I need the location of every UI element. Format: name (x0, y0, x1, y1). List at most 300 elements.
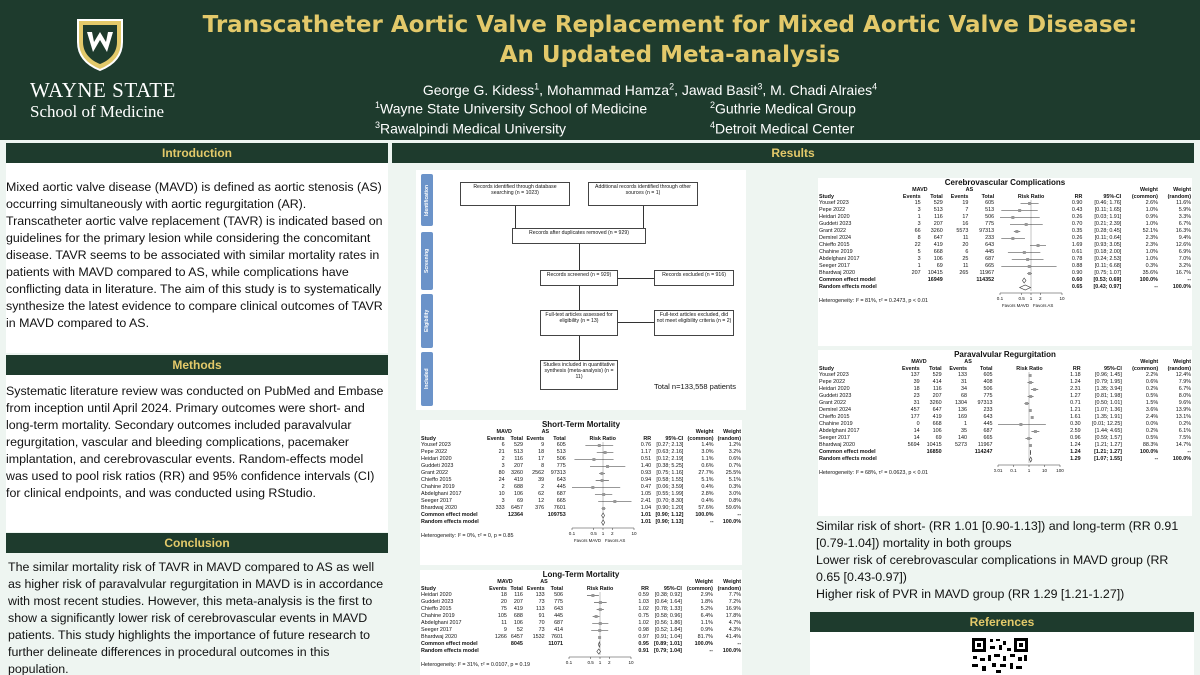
forest-weight-random: 100.0% (722, 648, 741, 655)
forest-study-name: Pepe 2022 (819, 207, 846, 214)
forest-weight-common: 81.7% (697, 634, 713, 641)
forest-as-total: 643 (985, 242, 995, 249)
prisma-box-screened: Records screened (n = 929) (540, 270, 618, 286)
forest-heterogeneity: Heterogeneity: I² = 31%, τ² = 0.0107, p = 0.19 (421, 661, 530, 668)
forest-as-events: 17 (538, 456, 545, 463)
forest-header-study: Study (421, 435, 436, 442)
forest-common-effect-row (818, 449, 1192, 456)
author: George G. Kidess$^1$ (422, 81, 540, 98)
forest-mavd-events: 1266 (494, 634, 507, 641)
forest-header-events: Events (950, 193, 969, 200)
forest-weight-common: -- (709, 648, 713, 655)
forest-plot-cell (995, 256, 1067, 263)
forest-model-label: Random effects model (421, 519, 479, 526)
forest-row-svg (994, 393, 1064, 400)
forest-weight-random: 0.6% (728, 456, 741, 463)
forest-study-name: Abdelghani 2017 (421, 620, 462, 627)
forest-row-svg (996, 200, 1066, 207)
forest-weight-random: 59.6% (725, 505, 741, 512)
forest-mavd-total (508, 648, 524, 655)
forest-study-row (420, 634, 742, 641)
forest-tick-label: 10 (1042, 468, 1048, 474)
forest-rr-value: 0.65 (1071, 284, 1083, 291)
forest-weight-random: 7.7% (728, 592, 741, 599)
forest-ci-value: [0.78; 1.33] (654, 606, 682, 613)
forest-rr-value: 1.05 (640, 491, 652, 498)
forest-as-total: 445 (556, 484, 566, 491)
forest-study-row (818, 414, 1192, 421)
forest-as-total: 97313 (550, 470, 566, 477)
forest-study-row (420, 442, 742, 449)
forest-rr-value: 1.02 (638, 620, 649, 627)
forest-title: Cerebrovascular Complications (944, 178, 1066, 187)
forest-model-label: Common effect model (421, 641, 478, 648)
forest-header-weight: Weight (1173, 359, 1191, 365)
forest-plot-cell (993, 442, 1065, 449)
forest-plot-cell (564, 648, 636, 655)
forest-mavd-total: 513 (513, 449, 523, 456)
forest-rr-value: 0.95 (638, 641, 649, 648)
forest-row-svg (565, 620, 635, 627)
forest-point-estimate (613, 500, 616, 503)
forest-point-estimate (1028, 265, 1031, 268)
finding-mortality: Similar risk of short- (RR 1.01 [0.90-1.13]) and long-term (RR 0.91 [0.79-1.04]) mortality in both groups (816, 519, 1179, 550)
forest-weight-random: 7.2% (728, 599, 741, 606)
forest-plot-cell (567, 456, 639, 463)
forest-rr-value: 1.04 (640, 505, 652, 512)
forest-weight-common: 57.6% (698, 505, 714, 512)
forest-rr-value: 0.61 (1071, 249, 1083, 256)
author: M. Chadi Alraies$^4$ (770, 81, 878, 98)
forest-study-name: Chahine 2019 (421, 484, 455, 491)
forest-header-ci: 95%-CI (663, 585, 682, 592)
forest-header-total: Total (553, 435, 566, 442)
forest-as-events: 7 (965, 207, 969, 214)
forest-weight-random: 0.3% (728, 484, 741, 491)
forest-as-events: 136 (958, 407, 968, 414)
forest-row-svg (568, 512, 638, 519)
forest-as-events: 16 (962, 221, 969, 228)
forest-as-events: 376 (535, 505, 545, 512)
forest-study-name: Bhardwaj 2020 (421, 505, 457, 512)
forest-plot-cell (993, 449, 1065, 456)
forest-mavd-events: 9 (503, 627, 507, 634)
forest-header-rr: RR (641, 585, 649, 592)
forest-plot-cell (995, 242, 1067, 249)
forest-point-estimate (606, 465, 609, 468)
forest-group-mavd: MAVD (496, 429, 512, 435)
methods-header: Methods (6, 355, 388, 375)
forest-tick-label: 100 (1056, 468, 1065, 474)
author-list: George G. Kidess$^1$, Mohammad Hamza$^2$, Jawad Basit$^3$, M. Chadi Alraies$^4$ (422, 81, 878, 98)
forest-as-events: 62 (538, 491, 545, 498)
forest-mavd-total: 52 (516, 627, 523, 634)
forest-header-ci: 95%-CI (1103, 193, 1122, 200)
forest-as-total: 643 (554, 606, 564, 613)
forest-rr-value: 1.61 (1070, 414, 1081, 421)
forest-point-estimate (595, 615, 598, 618)
logo-school-name: School of Medicine (30, 102, 165, 121)
forest-rr-value: 0.88 (1071, 263, 1083, 270)
forest-mavd-events: 31 (913, 400, 920, 407)
finding-pvr: Higher risk of PVR in MAVD group (RR 1.29 [1.21-1.27]) (816, 587, 1125, 601)
prisma-arrow (579, 336, 580, 360)
forest-rr-value: 0.97 (638, 634, 649, 641)
forest-mavd-total (506, 519, 524, 526)
forest-rr-value: 1.29 (1070, 456, 1081, 463)
forest-as-total: 687 (985, 256, 995, 263)
forest-point-estimate (599, 608, 602, 611)
forest-weight-common: 0.6% (1145, 379, 1159, 386)
forest-as-total: 775 (554, 599, 564, 606)
forest-study-row (420, 470, 742, 477)
forest-rr-value: 0.78 (1071, 256, 1083, 263)
forest-weight-random: 16.9% (725, 606, 741, 613)
forest-plot-cell (995, 277, 1067, 284)
forest-as-total: 665 (983, 435, 993, 442)
wayne-state-logo (26, 14, 176, 124)
forest-weight-common: 2.8% (701, 491, 714, 498)
forest-study-row (818, 442, 1192, 449)
forest-weight-random: -- (737, 512, 741, 519)
forest-study-row (420, 463, 742, 470)
references-header: References (810, 612, 1194, 632)
forest-weight-common: 2.3% (1145, 235, 1158, 242)
introduction-text: Mixed aortic valve disease (MAVD) is defined as aortic stenosis (AS) occurring simultaneously with aortic regurgitation (AR). Transcatheter aortic valve replacement (TAVR) is indicated based on guidelines for the primary lesion while considering the concomitant disease. TAVR seems to be associated with similar mortality rates in patients with MAVD compared to AS, while complications have conflicting data in literature. The aim of this study is to systematically synthesize the latest evidence to compare clinical outcomes of TAVR in MAVD compared to AS. (6, 180, 383, 330)
forest-empty-cell (486, 648, 508, 655)
forest-tick-label: 10 (1059, 296, 1065, 302)
forest-row-svg (565, 599, 635, 606)
forest-study-name: Yousef 2023 (421, 442, 451, 449)
forest-plot-cell (567, 505, 639, 512)
forest-point-estimate (592, 458, 595, 461)
prisma-box-full-text: Full-text articles assessed for eligibility (n = 13) (540, 310, 618, 336)
forest-mavd-events: 11 (501, 620, 507, 627)
forest-point-estimate (1034, 430, 1037, 433)
forest-as-total: 11071 (548, 641, 564, 648)
forest-group-as: AS (540, 579, 548, 585)
forest-as-total: 605 (983, 372, 993, 379)
forest-empty-cell (524, 648, 546, 655)
forest-weight-random: 5.1% (728, 477, 741, 484)
forest-weight-random: 0.8% (728, 498, 741, 505)
forest-plot-cell (567, 491, 639, 498)
forest-mavd-events: 5694 (907, 442, 920, 449)
forest-as-events: 39 (538, 477, 545, 484)
forest-ci-value: [0.11; 6.68] (1094, 263, 1122, 270)
forest-study-name: Heidari 2020 (421, 456, 452, 463)
forest-row-svg (568, 449, 638, 456)
forest-axis-svg (568, 526, 638, 546)
forest-point-estimate (1025, 223, 1028, 226)
forest-group-as: AS (964, 359, 972, 365)
forest-study-row (818, 214, 1192, 221)
forest-as-events: 70 (538, 620, 545, 627)
forest-mavd-events: 137 (910, 372, 920, 379)
forest-weight-common: 2.6% (1145, 200, 1158, 207)
forest-plot-cell (993, 407, 1065, 414)
forest-row-svg (994, 428, 1064, 435)
forest-plot-long-term-mortality (420, 570, 742, 675)
forest-weight-common: 0.6% (701, 463, 714, 470)
forest-mavd-events: 177 (910, 414, 920, 421)
forest-mavd-events: 5 (917, 249, 921, 256)
forest-mavd-events: 80 (498, 470, 505, 477)
forest-weight-common: 6.4% (700, 613, 713, 620)
forest-header-events: Events (949, 365, 968, 372)
forest-as-total: 665 (556, 498, 566, 505)
forest-row-svg (568, 456, 638, 463)
forest-point-estimate (1028, 272, 1031, 275)
forest-plot-cell (567, 519, 639, 526)
poster-title (200, 10, 1140, 70)
references-qr-code-icon[interactable] (970, 636, 1030, 675)
forest-row-svg (996, 270, 1066, 277)
forest-summary-diamond (601, 520, 604, 525)
forest-as-total: 97313 (979, 228, 995, 235)
forest-study-name: Grant 2022 (819, 228, 846, 235)
forest-point-estimate (600, 479, 603, 482)
forest-as-total: 114247 (974, 449, 993, 456)
forest-ci-value: [0.21; 2.39] (1094, 221, 1122, 228)
forest-tick-label: 2 (1039, 296, 1042, 302)
forest-group-mavd: MAVD (911, 359, 927, 365)
forest-row-svg (996, 277, 1066, 284)
forest-mavd-total: 116 (514, 456, 523, 463)
results-header: Results (392, 143, 1194, 163)
forest-random-effects-row (420, 648, 742, 655)
forest-heterogeneity: Heterogeneity: I² = 81%, τ² = 0.2473, p < 0.01 (819, 297, 928, 304)
forest-row-svg (994, 414, 1064, 421)
forest-header-total: Total (981, 193, 995, 200)
forest-as-events: 17 (962, 214, 969, 221)
forest-axis-cell (567, 526, 639, 546)
forest-common-effect-row (420, 641, 742, 648)
forest-header-cell (636, 579, 650, 586)
forest-weight-common: 5.1% (701, 477, 714, 484)
forest-point-estimate (1031, 416, 1034, 419)
forest-mavd-total: 668 (933, 249, 943, 256)
forest-weight-common: 0.4% (701, 498, 714, 505)
forest-header-weight: Weight (695, 579, 713, 585)
forest-study-row (420, 620, 742, 627)
forest-plot-cell (995, 200, 1067, 207)
forest-mavd-events: 8 (917, 235, 921, 242)
forest-header-rr: RR (1074, 193, 1083, 200)
forest-heterogeneity: Heterogeneity: I² = 0%, τ² = 0, p = 0.85 (421, 532, 514, 539)
forest-weight-random: 3.2% (1178, 263, 1191, 270)
forest-point-estimate (1011, 237, 1014, 240)
forest-as-events: 133 (535, 592, 545, 599)
forest-plot-short-term-mortality (420, 420, 742, 565)
forest-mavd-total: 419 (932, 414, 942, 421)
forest-weight-random: 25.5% (725, 470, 741, 477)
forest-header-events: Events (901, 365, 920, 372)
forest-row-svg (565, 634, 635, 641)
forest-header-weight: Weight (1173, 187, 1191, 193)
forest-point-estimate (1034, 388, 1037, 391)
affiliation: $^2$Guthrie Medical Group (710, 100, 856, 117)
forest-row-svg (565, 641, 635, 648)
findings-panel (810, 516, 1194, 608)
forest-rr-value: 0.98 (638, 627, 649, 634)
forest-ci-value: [0.11; 0.64] (1094, 235, 1122, 242)
forest-mavd-total: 668 (932, 421, 942, 428)
forest-study-row (420, 449, 742, 456)
forest-mavd-events: 20 (500, 599, 507, 606)
forest-rr-value: 0.47 (640, 484, 652, 491)
forest-mavd-events: 207 (911, 270, 921, 277)
forest-rr-value: 0.59 (638, 592, 649, 599)
forest-axis-cell (993, 463, 1065, 483)
forest-point-estimate (1029, 444, 1032, 447)
forest-mavd-total: 16949 (927, 277, 943, 284)
forest-summary-diamond (1030, 457, 1032, 462)
forest-empty-cell (896, 277, 922, 284)
forest-random-effects-row (818, 284, 1192, 291)
forest-weight-common: 1.4% (701, 442, 714, 449)
forest-table (818, 359, 1192, 483)
forest-empty-cell (484, 519, 505, 526)
forest-study-row (420, 491, 742, 498)
forest-as-events: 11 (962, 263, 969, 270)
forest-row-svg (568, 491, 638, 498)
forest-header-weight: Weight (723, 579, 741, 585)
forest-header-ci: 95%-CI (665, 435, 684, 442)
forest-as-events: 5573 (956, 228, 969, 235)
forest-mavd-total: 69 (516, 498, 523, 505)
forest-mavd-total: 10415 (927, 270, 943, 277)
forest-weight-common: 100.0% (694, 641, 713, 648)
prisma-box-included: Studies included in quantitative synthesis (meta-analysis) (n = 11) (540, 360, 618, 390)
forest-weight-common: 0.2% (1145, 386, 1159, 393)
forest-as-total: 775 (983, 393, 993, 400)
forest-header-total: Total (510, 435, 523, 442)
forest-axis-svg (996, 291, 1066, 311)
forest-ci-value: [0.03; 1.91] (1094, 214, 1122, 221)
forest-weight-random: 6.7% (1178, 221, 1191, 228)
forest-header-random: (random) (1167, 193, 1191, 200)
forest-header-events: Events (489, 585, 507, 592)
forest-weight-common: 88.3% (1142, 442, 1159, 449)
forest-header-events: Events (526, 435, 545, 442)
forest-ci-value: [1.35; 1.91] (1094, 414, 1122, 421)
forest-tick-label: 1 (1029, 296, 1033, 302)
forest-weight-common: 1.1% (700, 620, 713, 627)
forest-as-total: 605 (985, 200, 995, 207)
forest-mavd-events: 3 (917, 256, 921, 263)
forest-rr-value: 0.75 (638, 613, 649, 620)
forest-study-name: Yousef 2023 (819, 372, 849, 379)
forest-as-total: 97313 (977, 400, 993, 407)
forest-ci-value: [0.38; 5.25] (656, 463, 684, 470)
forest-point-estimate (599, 601, 602, 604)
forest-plot-cell (993, 421, 1065, 428)
forest-plot-cell (567, 498, 639, 505)
forest-rr-value: 0.43 (1071, 207, 1083, 214)
introduction-header: Introduction (6, 143, 388, 163)
forest-ci-value: [1.21; 1.27] (1094, 442, 1122, 449)
forest-row-svg (994, 400, 1064, 407)
forest-mavd-total: 207 (513, 463, 523, 470)
prisma-box-deduplicated: Records after duplicates removed (n = 929) (512, 228, 646, 244)
forest-row-svg (996, 214, 1066, 221)
forest-header-cell (818, 187, 896, 194)
forest-study-row (420, 599, 742, 606)
affiliation: $^3$Rawalpindi Medical University (375, 120, 566, 137)
forest-as-events: 20 (962, 242, 969, 249)
forest-empty-cell (943, 456, 968, 463)
forest-favors-right: Favors AS (1033, 303, 1054, 309)
forest-rr-value: 0.93 (640, 470, 652, 477)
forest-plot-cell (564, 606, 636, 613)
forest-empty-cell (896, 284, 922, 291)
forest-study-name: Bhardwaj 2020 (819, 442, 855, 449)
forest-weight-random: 7.9% (1178, 379, 1191, 386)
forest-table (420, 429, 742, 546)
forest-tick-label: 0.1 (996, 296, 1004, 302)
forest-as-total: 506 (985, 214, 995, 221)
forest-axis-cell (564, 655, 636, 675)
forest-point-estimate (1015, 230, 1018, 233)
forest-empty-cell (895, 449, 920, 456)
forest-mavd-total: 3260 (510, 470, 523, 477)
forest-mavd-total: 106 (513, 620, 523, 627)
forest-rr-value: 0.30 (1070, 421, 1081, 428)
forest-point-estimate (598, 444, 601, 447)
forest-mavd-total: 69 (935, 435, 942, 442)
forest-study-row (818, 249, 1192, 256)
forest-weight-random: 16.7% (1175, 270, 1191, 277)
forest-ci-value: [0.58; 0.96] (654, 613, 682, 620)
forest-study-row (818, 263, 1192, 270)
forest-plot-cell (564, 599, 636, 606)
forest-ci-value: [0.79; 1.95] (1094, 379, 1122, 386)
forest-weight-random: 3.2% (728, 449, 741, 456)
forest-as-events: 1532 (532, 634, 545, 641)
forest-row-svg (996, 242, 1066, 249)
forest-tick-label: 1 (601, 531, 604, 537)
forest-point-estimate (1029, 381, 1032, 384)
forest-header-study: Study (819, 365, 834, 372)
forest-as-events: 35 (961, 428, 968, 435)
forest-weight-random: 1.2% (728, 442, 741, 449)
forest-weight-random: 12.4% (1175, 372, 1191, 379)
forest-weight-random: 100.0% (722, 519, 741, 526)
forest-point-estimate (602, 493, 605, 496)
forest-row-svg (996, 284, 1066, 291)
forest-mavd-events: 3 (501, 498, 505, 505)
forest-weight-common: 0.0% (1145, 421, 1159, 428)
forest-plot-cell (995, 270, 1067, 277)
forest-mavd-events: 3 (917, 207, 921, 214)
forest-ci-value: [0.12; 2.19] (656, 456, 684, 463)
forest-mavd-events: 10 (498, 491, 505, 498)
prisma-stage-included: Included (421, 352, 433, 406)
forest-as-events: 113 (536, 606, 545, 613)
forest-mavd-events: 457 (910, 407, 920, 414)
forest-study-row (420, 627, 742, 634)
forest-as-events: 169 (958, 414, 968, 421)
forest-ci-value: [0.75; 1.16] (656, 470, 684, 477)
forest-weight-common: 1.0% (1145, 256, 1158, 263)
forest-plot-cell (995, 207, 1067, 214)
forest-plot-cell (993, 386, 1065, 393)
forest-study-row (818, 372, 1192, 379)
forest-plot-cell (993, 414, 1065, 421)
forest-model-label: Common effect model (819, 449, 876, 456)
forest-point-estimate (1018, 209, 1021, 212)
